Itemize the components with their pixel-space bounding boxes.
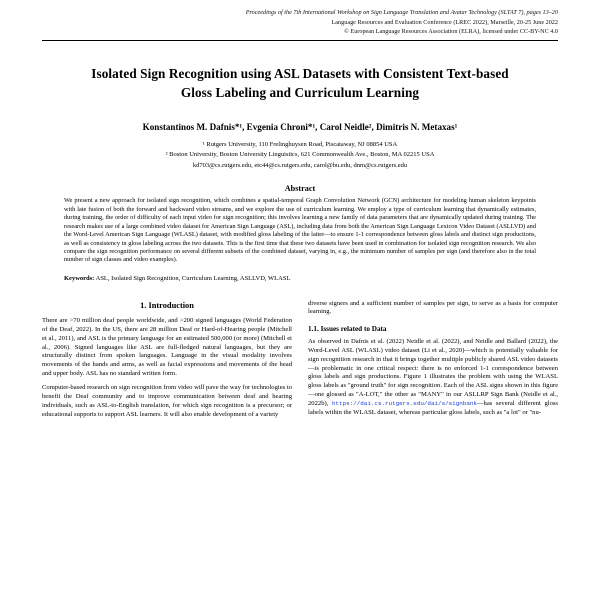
- subsection-title: Issues related to Data: [320, 325, 387, 334]
- keywords-text: ASL, Isolated Sign Recognition, Curriculum Learning, ASLLVD, WLASL: [95, 274, 291, 282]
- keywords-line: [64, 275, 536, 284]
- title-line-2: Gloss Labeling and Curriculum Learning: [180, 84, 420, 100]
- subsection-number: 1.1.: [308, 325, 319, 334]
- header-divider: [42, 40, 558, 41]
- affiliation-line-2: ² Boston University, Boston University Linguistics, 621 Commonwealth Ave., Boston, MA 02215 USA: [165, 151, 435, 159]
- affiliations: [42, 140, 558, 172]
- paragraph: [308, 338, 558, 418]
- keywords-label: Keywords:: [64, 274, 95, 282]
- affiliation-line-1: ¹ Rutgers University, 110 Frelinghuysen Road, Piscataway, NJ 08854 USA: [202, 140, 398, 148]
- paragraph-text-part-2: —has several different gloss labels within the WLASL dataset, whereas particular gloss labels, such as "a lot" or "nu-: [308, 400, 558, 416]
- section-heading-introduction: [42, 300, 292, 311]
- section-title: Introduction: [148, 300, 194, 310]
- paragraph: Computer-based research on sign recognition from video will pave the way for technologies to benefit the Deaf community and to improve communication between deaf and hearing individuals, such as ASL-to-English translation, for which sign recognition is a precursor; or educational supports to support ASL learners. It will also enable development of a variety: [42, 383, 292, 418]
- paragraph: diverse signers and a sufficient number of samples per sign, to serve as a basis for computer learning.: [308, 299, 558, 316]
- subsection-heading-issues-related-to-data: [308, 325, 558, 335]
- page-title: [52, 65, 548, 102]
- paragraph-text-part-1: As observed in Dafnis et al. (2022) Neidle et al. (2022), and Neidle and Ballard (2022), the Word-Level ASL (WLASL) video dataset (Li et al., 2020)—which is potentially valuable for sign recognition research in that it brings together multiple publicly shared ASL video datasets—is problematic in one critical respect: there is no enforced 1-1 correspondence between gloss labels and sign productions. Figure 1 illustrates the problem with using the WLASL gloss labels as "ground truth" for sign recognition. Each of the ASL signs shown in this figure—one glossed as "A-LOT," the other as "MANY" in our ASLLRP Sign Bank (Neidle et al., 2022b),: [308, 338, 558, 408]
- header-line-1: Proceedings of the 7th International Workshop on Sign Language Translation and Avatar Technology (SLTAT 7), pages 13–20: [245, 9, 558, 16]
- body-columns: [42, 300, 558, 420]
- abstract-heading: Abstract: [284, 184, 316, 194]
- right-column: [308, 300, 558, 420]
- signbank-url-link[interactable]: https://dai.cs.rutgers.edu/dai/s/signbank: [331, 400, 477, 408]
- author-emails: kd703@cs.rutgers.edu, etc44@cs.rutgers.edu, carol@bu.edu, dnm@cs.rutgers.edu: [192, 161, 408, 169]
- left-column: [42, 300, 292, 420]
- paragraph: There are >70 million deaf people worldwide, and >200 signed languages (World Federation of the Deaf, 2022). In the US, there are 28 million Deaf or Hard-of-Hearing people (Mitchell et al., 2011), and ASL is the primary language for an estimated 500,000 (or more) (Mitchell et al., 2006). Signed languages like ASL are full-fledged natural languages, but they are structurally distinct from spoken languages. Language in the visual modality involves movements of the hands and arms, as well as facial expressions and movements of the head and upper body. ASL has no standard written form.: [42, 316, 292, 378]
- abstract-text: We present a new approach for isolated sign recognition, which combines a spatial-temporal Graph Convolution Network (GCN) architecture for modeling human skeleton keypoints with late fusion of both the forward and backward video streams, and we explore the use of curriculum learning. We employ a type of curriculum learning that dynamically estimates, during training, the order of difficulty of each input video for sign recognition; this involves learning a new family of data parameters that are dynamically updated during training. The research makes use of a large combined video dataset for American Sign Language (ASL), including data from both the American Sign Language Lexicon Video Dataset (ASLLVD) and the Word-Level American Sign Language (WLASL) dataset, with modified gloss labeling of the latter—to ensure 1-1 correspondence between gloss labels and distinct sign productions, as well as consistency in gloss labeling across the two datasets. This is the first time that these two datasets have been used in combination for isolated sign recognition research. We also compare the sign recognition performance on several different subsets of the combined dataset, varying in, e.g., the minimum number of samples per sign (and therefore also in the total number of sign classes and video examples).: [64, 197, 536, 264]
- title-line-1: Isolated Sign Recognition using ASL Datasets with Consistent Text-based: [91, 65, 509, 81]
- author-list: Konstantinos M. Dafnis*¹, Evgenia Chroni*¹, Carol Neidle², Dimitris N. Metaxas¹: [142, 122, 458, 133]
- header-line-3: © European Language Resources Association (ELRA), licensed under CC-BY-NC 4.0: [344, 28, 558, 36]
- section-number: 1.: [140, 300, 147, 310]
- proceedings-header: [0, 0, 600, 37]
- header-line-2: Language Resources and Evaluation Conference (LREC 2022), Marseille, 20-25 June 2022: [331, 18, 558, 26]
